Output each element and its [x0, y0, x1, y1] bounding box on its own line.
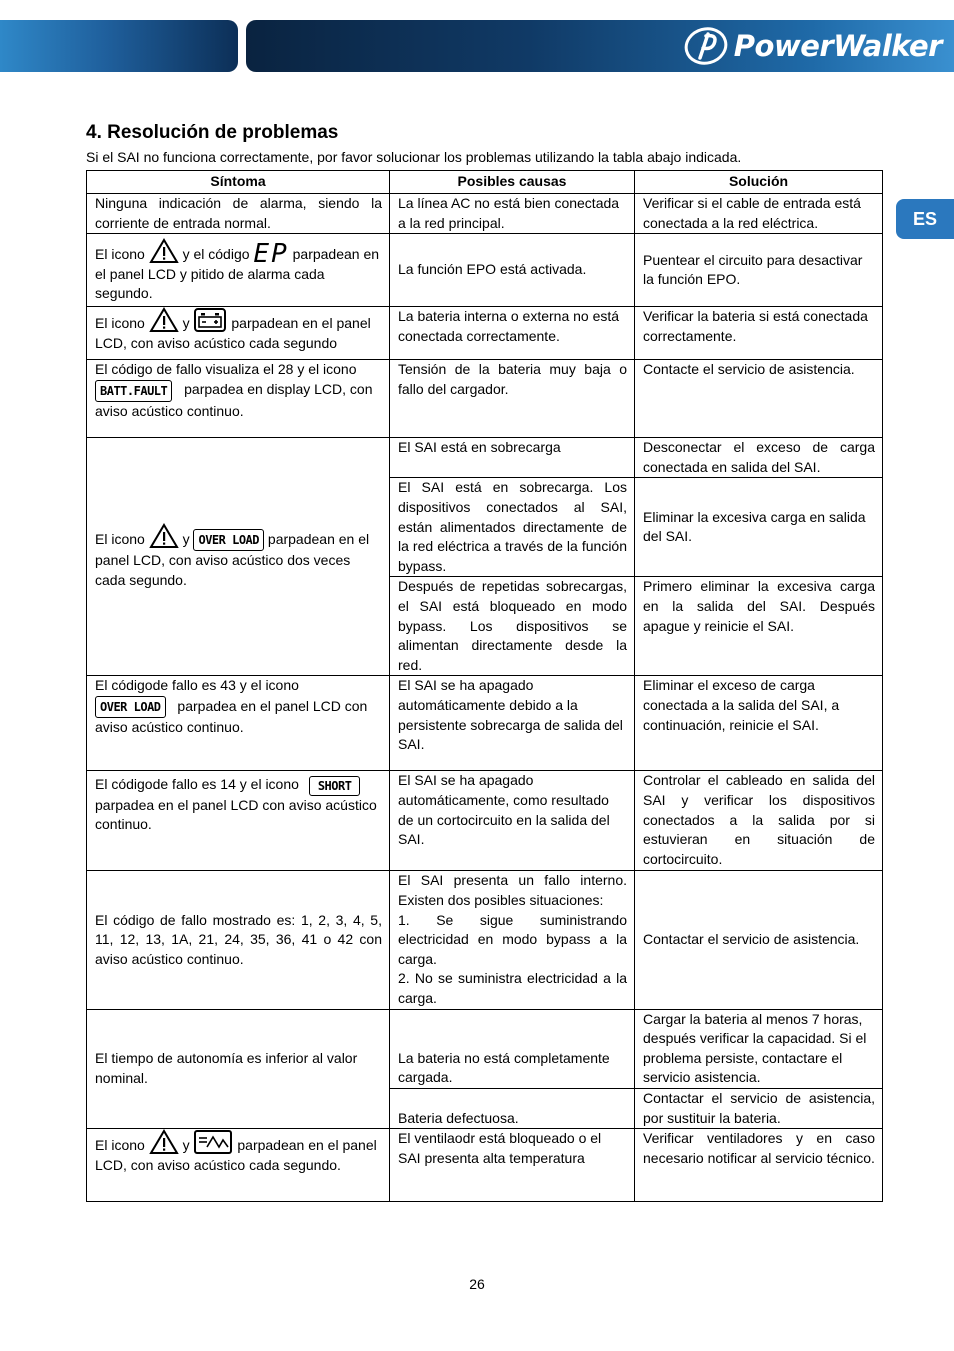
table-row — [87, 676, 883, 771]
symptom-cell — [87, 438, 390, 676]
symptom-cell — [87, 676, 390, 771]
header-causes: Posibles causas — [390, 171, 635, 194]
cause-cell: El ventilaodr está bloqueado o el SAI presenta alta temperatura — [390, 1129, 635, 1202]
powerwalker-logo-icon — [682, 26, 730, 66]
cause-text: 1. Se sigue suministrando electricidad en modo bypass a la carga. — [398, 911, 627, 967]
short-badge: SHORT — [309, 776, 361, 796]
cause-cell: La bateria interna o externa no está conectada correctamente. — [390, 307, 635, 360]
cause-cell: El SAI está en sobrecarga — [390, 438, 635, 478]
symptom-text: El código de fallo visualiza el 28 y el icono — [95, 361, 357, 378]
batt-fault-badge: BATT.FAULT — [95, 380, 172, 402]
symptom-text: El códigode fallo es 43 y el icono — [95, 677, 299, 694]
symptom-cell — [87, 234, 390, 307]
solution-cell: Contacte el servicio de asistencia. — [635, 360, 883, 438]
battery-icon — [193, 307, 227, 333]
symptom-text: y — [182, 531, 190, 548]
troubleshooting-table — [86, 170, 883, 1202]
cause-cell: La línea AC no está bien conectada a la red principal. — [390, 194, 635, 234]
over-load-badge: OVER LOAD — [95, 696, 166, 718]
header-solution: Solución — [635, 171, 883, 194]
warning-icon — [149, 523, 179, 549]
table-row — [87, 1129, 883, 1202]
symptom-text: El icono — [95, 531, 145, 548]
page-number: 26 — [469, 1276, 485, 1292]
cause-cell: Después de repetidas sobrecargas, el SAI está bloqueado en modo bypass. Los dispositivos se alimentan directamente desde la red. — [390, 577, 635, 676]
symptom-cell — [87, 1129, 390, 1202]
table-row — [87, 1009, 883, 1088]
table-row — [87, 307, 883, 360]
header-symptom: Síntoma — [87, 171, 390, 194]
table-row — [87, 360, 883, 438]
symptom-text: y — [182, 1137, 190, 1154]
symptom-text: parpadean en el panel LCD, con aviso acústico cada segundo — [95, 315, 371, 351]
cause-cell: El SAI se ha apagado automáticamente debido a la persistente sobrecarga de salida del SAI. — [390, 676, 635, 771]
symptom-text: El códigode fallo es 14 y el icono — [95, 776, 299, 793]
solution-cell: Desconectar el exceso de carga conectada en salida del SAI. — [635, 438, 883, 478]
brand-logo — [682, 26, 942, 66]
solution-cell: Puentear el circuito para desactivar la función EPO. — [635, 234, 883, 307]
table-row — [87, 771, 883, 871]
temperature-fault-icon — [193, 1129, 233, 1155]
header-bar-right — [246, 20, 954, 72]
solution-cell: Cargar la bateria al menos 7 horas, después verificar la capacidad. Si el problema persiste, contactare el servicio asistencia. — [635, 1009, 883, 1088]
warning-icon — [149, 307, 179, 333]
solution-cell: Eliminar el exceso de carga conectada a la salida del SAI, a continuación, reinicie el SAI. — [635, 676, 883, 771]
symptom-text: parpadea en el panel LCD con aviso acústico continuo. — [95, 697, 368, 735]
solution-cell: Contactar el servicio de asistencia. — [635, 871, 883, 1009]
solution-cell: Verificar ventiladores y en caso necesario notificar al servicio técnico. — [635, 1129, 883, 1202]
cause-cell: El SAI está en sobrecarga. Los dispositivos conectados al SAI, están alimentados directamente de la red eléctrica a través de la función bypass. — [390, 478, 635, 577]
symptom-cell: El código de fallo mostrado es: 1, 2, 3, 4, 5, 11, 12, 13, 1A, 21, 24, 35, 36, 41 o 42 con aviso acústico continuo. — [87, 871, 390, 1009]
cause-cell: La bateria no está completamente cargada. — [390, 1009, 635, 1088]
lcd-code: EP — [253, 239, 289, 270]
cause-cell: Bateria defectuosa. — [390, 1088, 635, 1128]
symptom-cell — [87, 307, 390, 360]
solution-cell: Primero eliminar la excesiva carga en la salida del SAI. Después apague y reinicie el SAI. — [635, 577, 883, 676]
table-row — [87, 234, 883, 307]
cause-cell — [390, 871, 635, 1009]
symptom-text: El icono — [95, 1137, 145, 1154]
solution-cell: Verificar la bateria si está conectada correctamente. — [635, 307, 883, 360]
cause-text: 2. No se suministra electricidad a la carga. — [398, 970, 627, 1006]
symptom-text: parpadean en el panel LCD, con aviso acústico dos veces cada segundo. — [95, 531, 370, 588]
header-bar-left — [0, 20, 238, 72]
symptom-text: El icono — [95, 315, 145, 332]
solution-cell: Eliminar la excesiva carga en salida del SAI. — [635, 478, 883, 577]
warning-icon — [149, 238, 179, 264]
intro-text: Si el SAI no funciona correctamente, por favor solucionar los problemas utilizando la tabla abajo indicada. — [86, 149, 742, 165]
symptom-text: y el código — [182, 246, 250, 263]
brand-name: PowerWalker — [733, 29, 942, 63]
symptom-cell — [87, 360, 390, 438]
symptom-text: y — [182, 315, 190, 332]
symptom-text: parpadean en el panel LCD y pitido de alarma cada segundo. — [95, 246, 380, 302]
cause-cell: El SAI se ha apagado automáticamente, como resultado de un cortocircuito en la salida del SAI. — [390, 771, 635, 871]
symptom-text: parpadea en el panel LCD con aviso acústico continuo. — [95, 796, 377, 833]
cause-cell: La función EPO está activada. — [390, 234, 635, 307]
symptom-text: El icono — [95, 246, 145, 263]
table-header-row — [87, 171, 883, 194]
solution-cell: Verificar si el cable de entrada está conectada a la red eléctrica. — [635, 194, 883, 234]
symptom-cell — [87, 771, 390, 871]
language-tab[interactable]: ES — [896, 199, 954, 239]
solution-cell: Controlar el cableado en salida del SAI y verificar los dispositivos conectados a la salida por si estuvieran en situación de cortocircuito. — [635, 771, 883, 871]
symptom-cell: El tiempo de autonomía es inferior al valor nominal. — [87, 1009, 390, 1129]
table-row — [87, 438, 883, 478]
solution-cell: Contactar el servicio de asistencia, por sustituir la bateria. — [635, 1088, 883, 1128]
symptom-text: parpadean en el panel LCD, con aviso acústico cada segundo. — [95, 1137, 377, 1173]
warning-icon — [149, 1129, 179, 1155]
cause-cell: Tensión de la bateria muy baja o fallo del cargador. — [390, 360, 635, 438]
symptom-text: parpadea en display LCD, con aviso acústico continuo. — [95, 381, 373, 419]
symptom-cell: Ninguna indicación de alarma, siendo la corriente de entrada normal. — [87, 194, 390, 234]
cause-text: El SAI presenta un fallo interno. Existen dos posibles situaciones: — [398, 872, 627, 908]
table-row — [87, 871, 883, 1009]
section-title: 4. Resolución de problemas — [86, 122, 339, 143]
over-load-badge: OVER LOAD — [193, 529, 264, 551]
table-row — [87, 194, 883, 234]
